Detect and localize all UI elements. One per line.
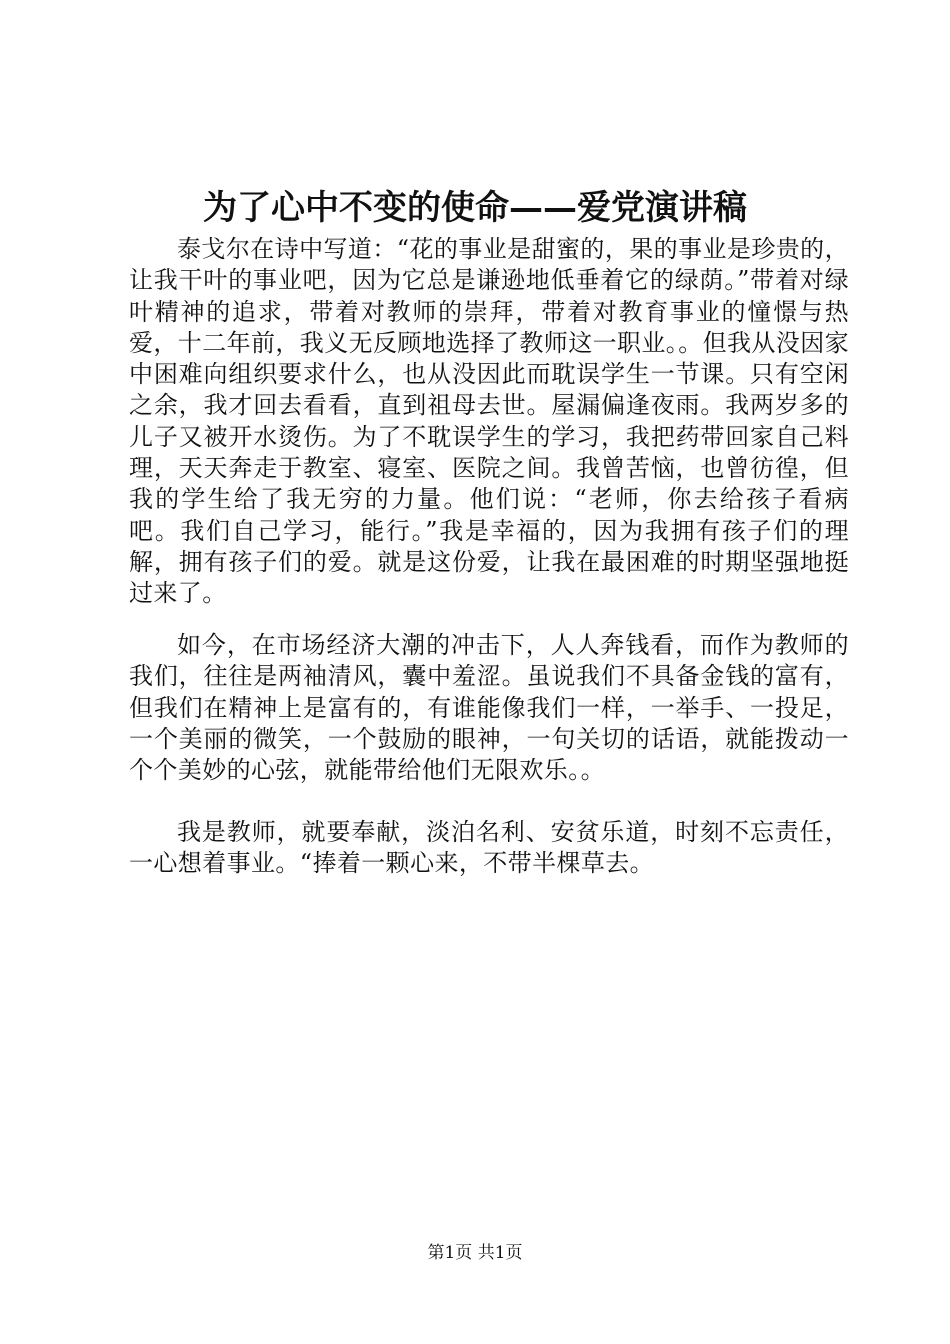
page-number-footer: 第1页 共1页: [427, 1243, 523, 1263]
paragraph-2: 如今，在市场经济大潮的冲击下，人人奔钱看，而作为教师的我们，往往是两袖清风，囊中羞涩。虽说我们不具备金钱的富有，但我们在精神上是富有的，有谁能像我们一样，一举手、一投足，一个美丽的微笑，一个鼓励的眼神，一句关切的话语，就能拨动一个个美妙的心弦，就能带给他们无限欢乐。。: [129, 631, 849, 785]
paragraph-1: 泰戈尔在诗中写道：“花的事业是甜蜜的，果的事业是珍贵的，让我干叶的事业吧，因为它总是谦逊地低垂着它的绿荫。”带着对绿叶精神的追求，带着对教师的崇拜，带着对教育事业的憧憬与热爱，十二年前，我义无反顾地选择了教师这一职业。。但我从没因家中困难向组织要求什么，也从没因此而耽误学生一节课。只有空闲之余，我才回去看看，直到祖母去世。屋漏偏逢夜雨。我两岁多的儿子又被开水烫伤。为了不耽误学生的学习，我把药带回家自己料理，天天奔走于教室、寝室、医院之间。我曾苦恼，也曾彷徨，但我的学生给了我无穷的力量。他们说：“老师，你去给孩子看病吧。我们自己学习，能行。”我是幸福的，因为我拥有孩子们的理解，拥有孩子们的爱。就是这份爱，让我在最困难的时期坚强地挺过来了。: [129, 235, 849, 608]
document-title: 为了心中不变的使命——爱党演讲稿: [203, 188, 747, 228]
paragraph-3: 我是教师，就要奉献，淡泊名利、安贫乐道，时刻不忘责任，一心想着事业。“捧着一颗心来，不带半棵草去。: [129, 818, 849, 878]
